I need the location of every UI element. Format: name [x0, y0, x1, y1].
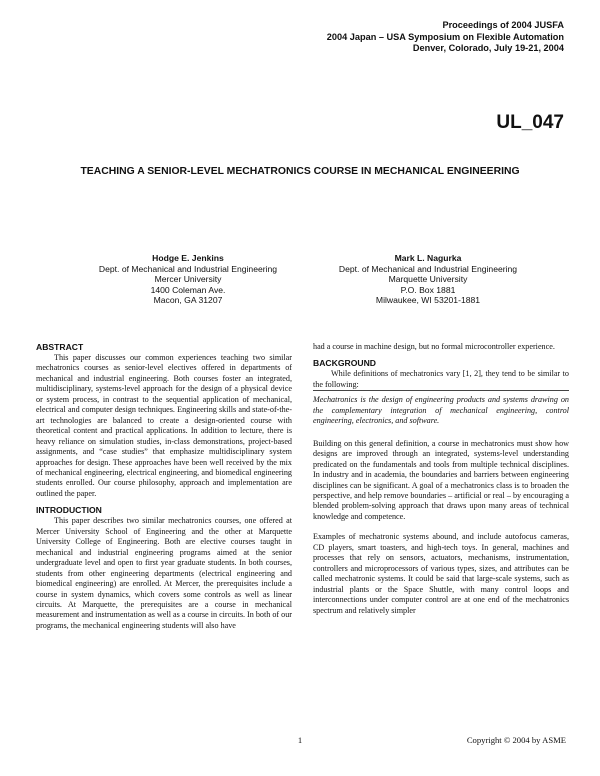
page-number: 1 [297, 735, 303, 745]
author-name: Mark L. Nagurka [394, 253, 462, 263]
author-address-2: Macon, GA 31207 [153, 295, 223, 306]
proceedings-header [244, 20, 564, 55]
background-heading: BACKGROUND [313, 358, 377, 369]
background-paragraph-1: Building on this general definition, a course in mechatronics must show how designs are improved through an integrated, systems-level understanding predicated on the fundamentals and tools from multiple technical disciplines. In industry and in academia, the boundaries and barriers between engineering disciplines can be significant. A goal of a mechatronics class is to broaden the perspective, and help remove boundaries – artificial or real – by encouraging a blended problem-solving approach that draws upon many areas of technical knowledge and competence. [313, 438, 569, 521]
paper-id: UL_047 [496, 112, 564, 133]
proceedings-line-3: Denver, Colorado, July 19-21, 2004 [412, 43, 564, 53]
background-intro: While definitions of mechatronics vary [1, 2], they tend to be similar to the following: [313, 369, 569, 389]
proceedings-line-2: 2004 Japan – USA Symposium on Flexible Automation [326, 31, 564, 42]
definition-quote: Mechatronics is the design of engineering products and systems drawing on the complementary integration of mechanical engineering, control engineering, electronics, and software. [313, 390, 569, 428]
author-university: Mercer University [154, 274, 222, 285]
abstract-heading: ABSTRACT [36, 342, 84, 352]
introduction-heading: INTRODUCTION [36, 505, 102, 516]
author-address-1: P.O. Box 1881 [400, 284, 456, 295]
abstract-text: This paper discusses our common experiences teaching two similar mechatronics courses as senior-level electives offered in departments of mechanical and industrial engineering. Both courses foster an integrated, multidisciplinary, systems-level approach for the design of a physical device or system process, in contrast to the sequential application of mechanical, electrical and computer design techniques. Engineering skills and state-of-the-art technologies are balanced to create a design-oriented course with theoretical content and practical applications. In addition to lecture, there is heavy reliance on simulation studies, in-class demonstrations, project-based assignments, and “case studies” that emphasize multidisciplinary system approaches for design. These approaches have been well received by the mix of mechanical engineering, electrical engineering, and biomedical engineering students enrolled. Our course philosophy, approach and implementation are outlined the paper. [36, 353, 292, 498]
author-name: Hodge E. Jenkins [152, 253, 224, 263]
author-address-2: Milwaukee, WI 53201-1881 [375, 295, 481, 306]
author-dept: Dept. of Mechanical and Industrial Engineering [98, 263, 278, 274]
proceedings-line-1: Proceedings of 2004 JUSFA [442, 20, 564, 30]
author-block-2 [313, 253, 543, 306]
background-paragraph-2: Examples of mechatronic systems abound, and include autofocus cameras, CD players, smart toasters, and high-tech toys. In general, machines and processes that rely on sensors, actuators, mechanisms, instrumentation, controllers and microprocessors of various types, sizes, and attributes can be called mechatronic systems. It could be said that large-scale systems, such as industrial plants or the Space Shuttle, with many control loops and interconnections under computer control are at one end of the mechatronics spectrum and relatively simpler [313, 532, 569, 615]
paper-title: TEACHING A SENIOR-LEVEL MECHATRONICS COURSE IN MECHANICAL ENGINEERING [80, 166, 520, 177]
author-university: Marquette University [388, 274, 468, 285]
left-column [36, 342, 292, 631]
right-column [313, 342, 569, 616]
author-address-1: 1400 Coleman Ave. [150, 284, 226, 295]
introduction-text: This paper describes two similar mechatronics courses, one offered at Mercer University School of Engineering and the other at Marquette University College of Engineering. Both are elective courses taught in mechanical and industrial engineering programs aimed at the senior undergraduate level and open to first year graduate students. In both courses, students from other engineering departments (electrical engineering and biomedical engineering) are enrolled. At Mercer, the prerequisites include a course in system dynamics, which covers some controls as well as linear circuits. At Marquette, the prerequisites are a course in mechanical measurement and instrumentation as well as a course in circuits. In both of our programs, the mechanical engineering students will also have [36, 516, 292, 630]
copyright-notice: Copyright © 2004 by ASME [466, 735, 566, 745]
continuation-text: had a course in machine design, but no formal microcontroller experience. [313, 342, 555, 351]
author-dept: Dept. of Mechanical and Industrial Engineering [338, 263, 518, 274]
author-block-1 [73, 253, 303, 306]
